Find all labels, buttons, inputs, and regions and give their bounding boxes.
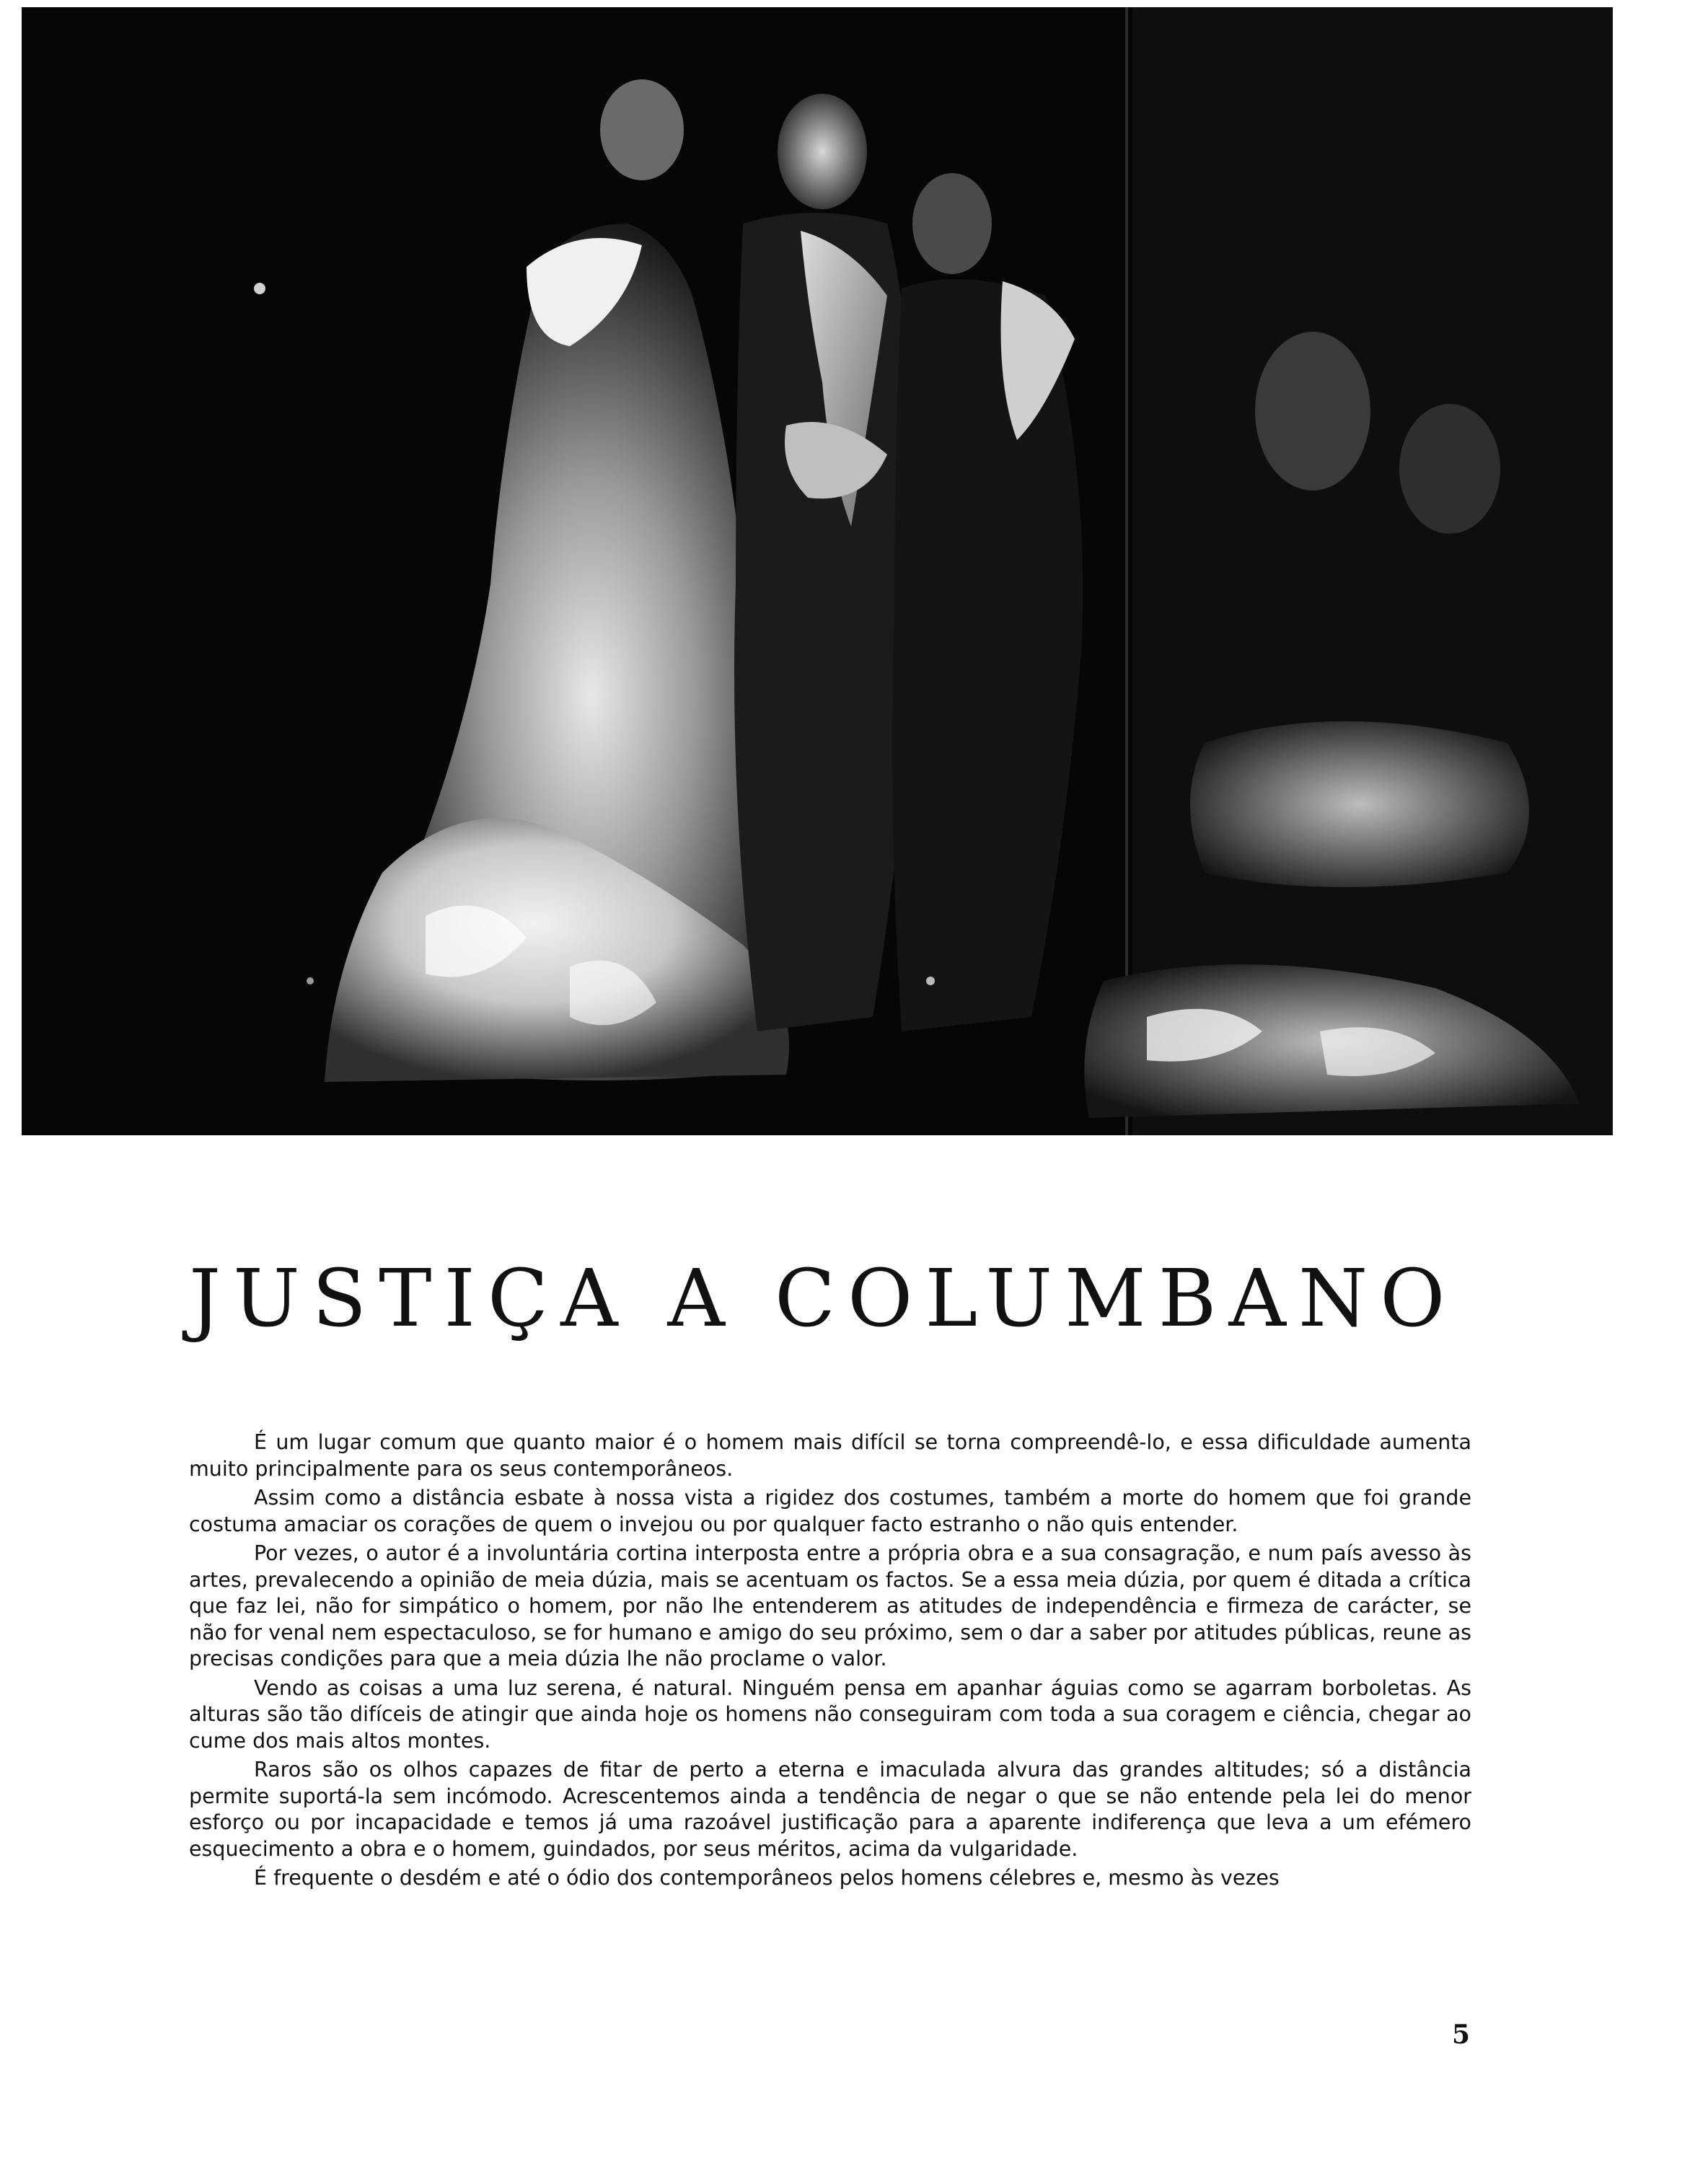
article-title: JUSTIÇA A COLUMBANO (189, 1252, 1458, 1344)
paragraph: Raros são os olhos capazes de fitar de perto a eterna e imaculada alvura das grandes altitudes; só a distância permite suportá-la sem incómodo. Acrescentemos ainda a tendência de negar o que se não entende pela lei do menor esforço ou por incapacidade e temos já uma razoável justificação para a aparente indiferença que leva a um efémero esquecimento a obra e o homem, guindados, por seus méritos, acima da vulgaridade. (189, 1758, 1471, 1861)
paragraph: Vendo as coisas a uma luz serena, é natural. Ninguém pensa em apanhar águias como se agarram borboletas. As alturas são tão difíceis de atingir que ainda hoje os homens não conseguiram com toda a sua coragem e ciência, chegar ao cume dos mais altos montes. (189, 1675, 1471, 1753)
painting-figures (22, 7, 1613, 1135)
paragraph: Por vezes, o autor é a involuntária cortina interposta entre a própria obra e a sua consagração, e num país avesso às artes, prevalecendo a opinião de meia dúzia, mais se acentuam os factos. Se a essa meia dúzia, por quem é ditada a crítica que faz lei, não for simpático o homem, por não lhe entenderem as atitudes de independência e firmeza de carácter, se não for venal nem espectaculoso, se for humano e amigo do seu próximo, sem o dar a saber por atitudes públicas, reune as precisas condições para que a meia dúzia lhe não proclame o valor. (189, 1541, 1472, 1670)
painting-reproduction (22, 7, 1613, 1135)
paragraph: É frequente o desdém e até o ódio dos contemporâneos pelos homens célebres e, mesmo às vezes (254, 1866, 1280, 1890)
paragraph: É um lugar comum que quanto maior é o homem mais difícil se torna compreendê-lo, e essa dificuldade aumenta muito principalmente para os seus contemporâneos. (189, 1430, 1471, 1481)
page-number: 5 (1451, 2020, 1470, 2050)
paragraph: Assim como a distância esbate à nossa vista a rigidez dos costumes, também a morte do homem que foi grande costuma amaciar os corações de quem o invejou ou por qualquer facto estranho o não quis entender. (189, 1486, 1471, 1536)
article-body (189, 1430, 1471, 1895)
